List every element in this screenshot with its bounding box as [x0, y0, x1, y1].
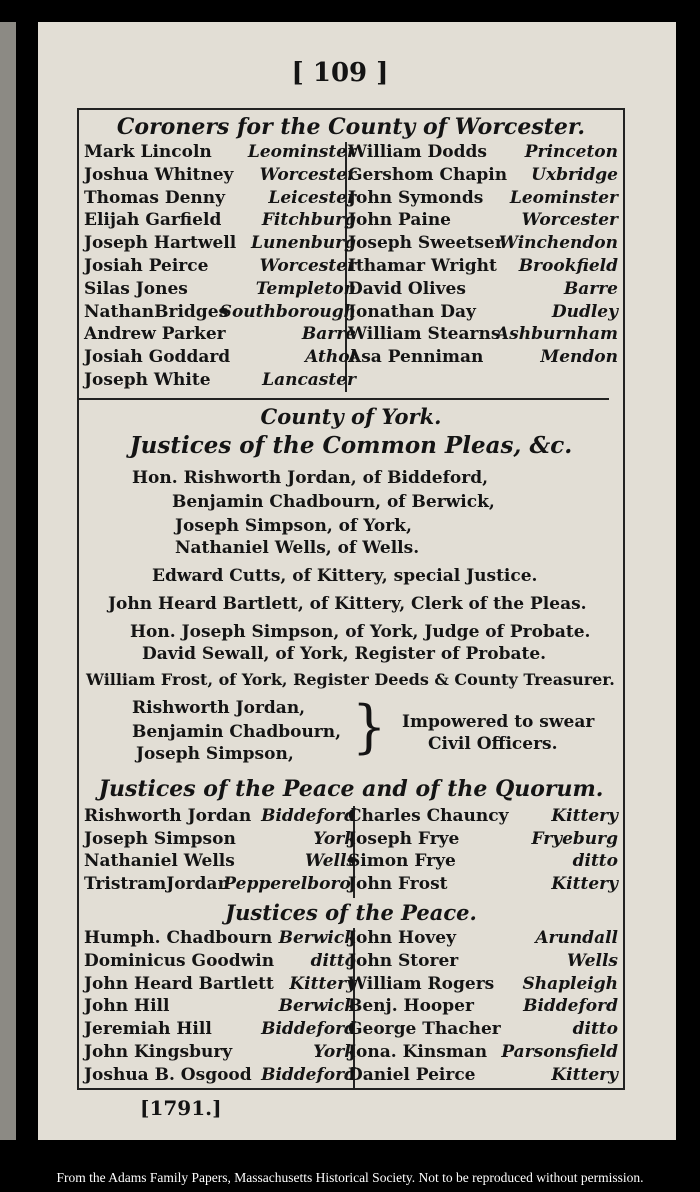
town-name: ditto: [572, 851, 618, 872]
list-row: [84, 142, 618, 164]
person-name: William Stearns: [348, 324, 501, 345]
person-name: Charles Chauncy: [348, 806, 509, 826]
officer-line: David Sewall, of York, Register of Probate.: [142, 644, 547, 664]
person-name: Silas Jones: [84, 278, 188, 299]
town-name: Wells: [566, 950, 618, 971]
town-name: Lancaster: [262, 370, 356, 390]
officer-line: John Heard Bartlett, of Kittery, Clerk of the Pleas.: [108, 594, 587, 614]
person-name: John Kingsbury: [84, 1042, 233, 1062]
town-name: Fitchburg: [261, 210, 356, 231]
town-name: Kittery: [551, 1064, 618, 1085]
town-name: Kittery: [551, 806, 618, 826]
person-name: William Dodds: [348, 142, 487, 162]
empowered-name: Rishworth Jordan,: [132, 698, 306, 718]
list-row: [84, 188, 618, 210]
person-name: Simon Frye: [348, 851, 456, 872]
person-name: NathanBridges: [84, 301, 229, 322]
town-name: Parsonsfield: [501, 1042, 618, 1062]
person-name: TristramJordan: [84, 873, 230, 894]
town-name: Worcester: [521, 210, 618, 231]
town-name: Berwick: [278, 928, 356, 948]
judge-line: Benjamin Chadbourn, of Berwick,: [172, 492, 495, 512]
person-name: Joseph Sweetser: [348, 233, 504, 254]
town-name: Biddeford: [261, 1019, 356, 1040]
list-row: [84, 279, 618, 301]
officer-line: William Frost, of York, Register Deeds & County Treasurer.: [86, 670, 615, 689]
empowered-name: Joseph Simpson,: [136, 744, 294, 764]
list-row: [84, 1019, 618, 1041]
person-name: Humph. Chadbourn: [84, 928, 273, 948]
town-name: ditto: [310, 950, 356, 971]
town-name: Barre: [301, 324, 356, 345]
list-row: [84, 165, 618, 187]
person-name: Jonathan Day: [348, 301, 476, 322]
town-name: Dudley: [551, 301, 618, 322]
list-row: [84, 928, 618, 950]
list-row: [84, 256, 618, 278]
section-divider: [77, 398, 609, 400]
judge-line: Hon. Rishworth Jordan, of Biddeford,: [132, 468, 489, 488]
town-name: Uxbridge: [531, 164, 618, 185]
empowered-name: Benjamin Chadbourn,: [132, 722, 342, 742]
copyright-footer: From the Adams Family Papers, Massachusetts Historical Society. Not to be reproduced without permission.: [56, 1170, 644, 1185]
town-name: Fryeburg: [531, 828, 618, 849]
person-name: John Paine: [348, 210, 451, 231]
judge-line: Nathaniel Wells, of Wells.: [175, 538, 420, 558]
list-row: [84, 302, 618, 324]
officer-line: Edward Cutts, of Kittery, special Justice.: [152, 566, 538, 586]
town-name: Winchendon: [498, 233, 618, 254]
person-name: Elijah Garfield: [84, 210, 222, 231]
town-name: Worcester: [259, 256, 356, 276]
quorum-heading: Justices of the Peace and of the Quorum.: [98, 776, 604, 802]
person-name: Asa Penniman: [348, 347, 484, 368]
person-name: Josiah Goddard: [84, 347, 231, 368]
list-row: [84, 851, 618, 873]
person-name: Jona. Kinsman: [348, 1042, 488, 1062]
person-name: Joshua Whitney: [84, 164, 234, 185]
list-row: [84, 370, 618, 392]
person-name: William Rogers: [348, 973, 495, 994]
list-row: [84, 974, 618, 996]
list-row: [84, 347, 618, 369]
town-name: Kittery: [551, 873, 618, 894]
town-name: Leominster: [247, 142, 356, 162]
person-name: David Olives: [348, 278, 466, 299]
town-name: Berwick: [278, 996, 356, 1017]
person-name: Thomas Denny: [84, 187, 225, 208]
list-row: [84, 1042, 618, 1064]
person-name: Joseph White: [84, 370, 211, 390]
town-name: Princeton: [524, 142, 618, 162]
person-name: Nathaniel Wells: [84, 851, 235, 872]
person-name: Josiah Peirce: [84, 256, 209, 276]
person-name: John Hovey: [348, 928, 456, 948]
town-name: ditto: [572, 1019, 618, 1040]
list-row: [84, 951, 618, 973]
peace-heading: Justices of the Peace.: [225, 900, 477, 925]
person-name: Joseph Frye: [348, 828, 460, 849]
town-name: Wells: [304, 851, 356, 872]
person-name: Andrew Parker: [84, 324, 226, 345]
year-stamp: [1791.]: [140, 1096, 222, 1120]
town-name: York: [313, 1042, 356, 1062]
list-row: [84, 233, 618, 255]
common-pleas-heading: Justices of the Common Pleas, &c.: [129, 432, 573, 459]
person-name: Gershom Chapin: [348, 164, 508, 185]
coroners-heading: Coroners for the County of Worcester.: [116, 114, 586, 140]
page-number: [ 109 ]: [291, 58, 389, 88]
town-name: Biddeford: [523, 996, 618, 1017]
person-name: John Storer: [348, 950, 459, 971]
person-name: Joshua B. Osgood: [84, 1064, 252, 1085]
town-name: Leicester: [268, 187, 356, 208]
town-name: Southborough: [219, 301, 356, 322]
adjacent-page-edge: [0, 22, 16, 1140]
person-name: John Frost: [348, 873, 448, 894]
york-county-heading: County of York.: [260, 404, 442, 429]
town-name: Athol: [305, 347, 356, 368]
list-row: [84, 324, 618, 346]
person-name: Jeremiah Hill: [84, 1019, 212, 1040]
town-name: Leominster: [509, 187, 618, 208]
town-name: Worcester: [259, 164, 356, 185]
town-name: Kittery: [289, 973, 356, 994]
brace-glyph: }: [352, 693, 387, 760]
list-row: [84, 829, 618, 851]
list-row: [84, 1065, 618, 1087]
person-name: John Symonds: [348, 187, 484, 208]
person-name: Rishworth Jordan: [84, 806, 252, 826]
person-name: Benj. Hooper: [348, 996, 474, 1017]
empowered-text: Impowered to swear: [402, 712, 595, 732]
officer-line: Hon. Joseph Simpson, of York, Judge of Probate.: [130, 622, 591, 642]
town-name: Ashburnham: [495, 324, 618, 345]
person-name: John Hill: [84, 996, 170, 1017]
town-name: Biddeford: [261, 806, 356, 826]
town-name: Biddeford: [261, 1064, 356, 1085]
town-name: Templeton: [255, 278, 356, 299]
person-name: John Heard Bartlett: [84, 973, 274, 994]
judge-line: Joseph Simpson, of York,: [175, 516, 412, 536]
person-name: Ithamar Wright: [348, 256, 497, 276]
town-name: Barre: [563, 278, 618, 299]
town-name: Shapleigh: [522, 973, 618, 994]
town-name: Lunenburg: [251, 233, 356, 254]
list-row: [84, 806, 618, 828]
person-name: Dominicus Goodwin: [84, 950, 275, 971]
list-row: [84, 874, 618, 896]
person-name: Mark Lincoln: [84, 142, 212, 162]
town-name: Mendon: [540, 347, 618, 368]
person-name: Joseph Hartwell: [84, 233, 237, 254]
town-name: Pepperelboro': [223, 873, 356, 894]
empowered-text: Civil Officers.: [428, 734, 558, 754]
person-name: Joseph Simpson: [84, 828, 236, 849]
person-name: Daniel Peirce: [348, 1064, 476, 1085]
town-name: Brookfield: [518, 256, 618, 276]
person-name: George Thacher: [348, 1019, 501, 1040]
town-name: York: [313, 828, 356, 849]
list-row: [84, 996, 618, 1018]
town-name: Arundall: [535, 928, 618, 948]
list-row: [84, 210, 618, 232]
